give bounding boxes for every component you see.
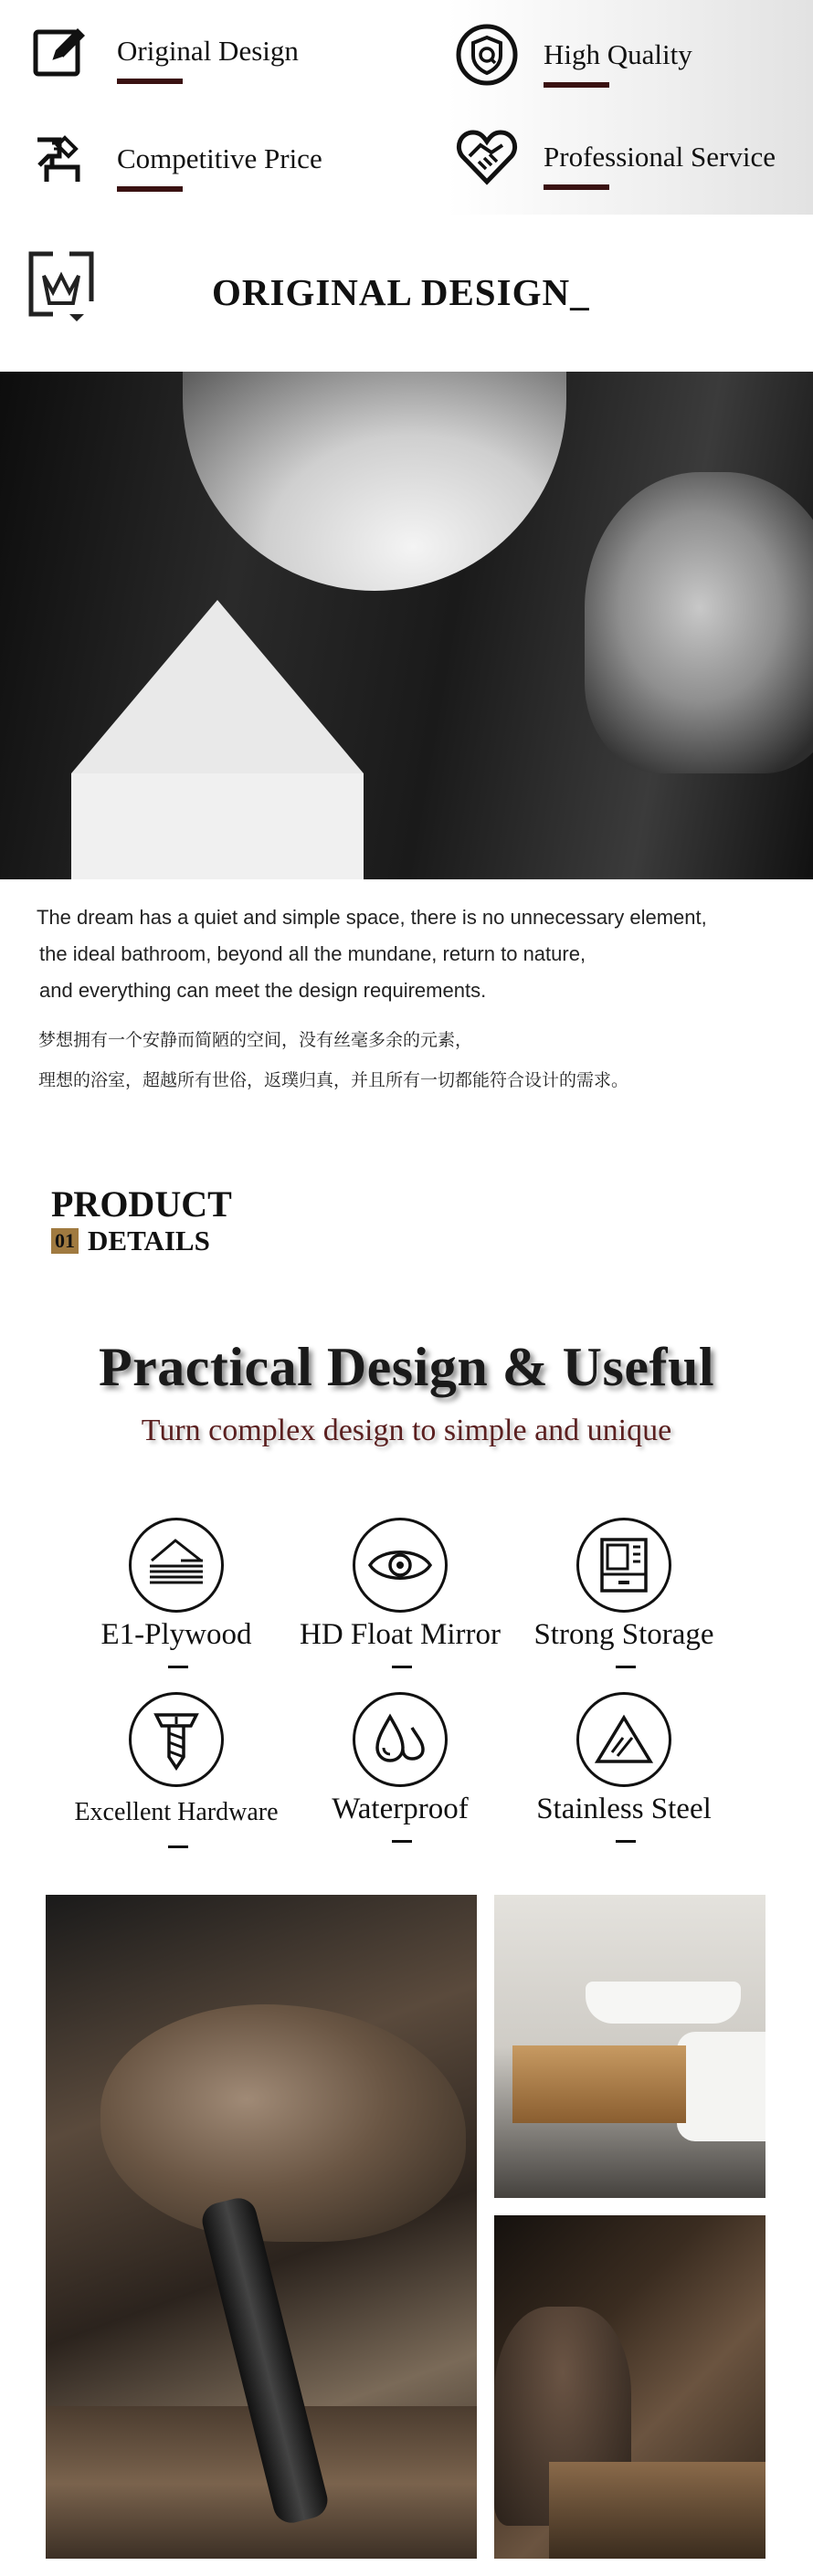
workbench [549, 2462, 765, 2559]
craftsman-chisel-photo [46, 1895, 477, 2559]
spec-label: Stainless Steel [508, 1793, 740, 1826]
spec-label: Strong Storage [508, 1618, 740, 1652]
feature-label: Original Design [117, 35, 299, 67]
description-english [37, 899, 707, 1009]
designer-portrait [585, 472, 813, 773]
spec-label: Excellent Hardware [60, 1798, 292, 1827]
water-drops-icon [353, 1692, 448, 1787]
feature-header [0, 0, 813, 215]
feature-professional-service [454, 124, 776, 190]
description-line: 梦想拥有一个安静而简陋的空间，没有丝毫多余的元素， [38, 1030, 473, 1050]
handshake-heart-icon [454, 124, 520, 190]
description-line: the ideal bathroom, beyond all the mundane, return to nature, [39, 942, 586, 965]
feature-label: Professional Service [544, 141, 776, 173]
section-number-badge: 01 [51, 1228, 79, 1254]
spec-label: Waterproof [284, 1793, 516, 1826]
original-design-title: ORIGINAL DESIGN_ [212, 271, 590, 313]
basin [586, 1982, 741, 2024]
price-tag-icon [27, 126, 93, 192]
description-line: The dream has a quiet and simple space, there is no unnecessary element, [37, 906, 707, 929]
lamp-base-block [71, 773, 364, 879]
spec-label: HD Float Mirror [284, 1618, 516, 1652]
eye-icon [353, 1518, 448, 1613]
bathroom-vanity-photo [494, 1895, 765, 2198]
quality-badge-icon [454, 22, 520, 88]
product-details-label: DETAILS [88, 1225, 210, 1256]
screw-icon [129, 1692, 224, 1787]
product-details-line2 [51, 1225, 232, 1257]
cabinet-icon [576, 1518, 671, 1613]
edit-icon [27, 18, 93, 84]
description-chinese [38, 1020, 628, 1100]
product-details-heading [51, 1184, 232, 1257]
lamp-shade [183, 372, 566, 591]
craftsman-hand [100, 2004, 466, 2242]
lamp-base [71, 600, 364, 773]
product-details-line1: PRODUCT [51, 1183, 232, 1225]
feature-competitive-price [27, 126, 322, 192]
practical-subtitle: Turn complex design to simple and unique [141, 1414, 672, 1447]
practical-title: Practical Design & Useful [98, 1337, 715, 1397]
feature-label: Competitive Price [117, 142, 322, 174]
bathtub [677, 2032, 765, 2141]
feature-original-design [27, 18, 299, 84]
feature-high-quality [454, 22, 692, 88]
workshop-photo [494, 2215, 765, 2559]
feature-label: High Quality [544, 38, 692, 70]
original-design-heading [0, 239, 813, 340]
designer-hero-photo [0, 372, 813, 879]
plywood-layers-icon [129, 1518, 224, 1613]
description-line: and everything can meet the design requirements. [39, 979, 487, 1002]
brand-logo-icon [26, 248, 97, 330]
spec-label: E1-Plywood [60, 1618, 292, 1652]
steel-triangle-icon [576, 1692, 671, 1787]
wood-cabinet [512, 2045, 686, 2123]
description-line: 理想的浴室，超越所有世俗，返璞归真，并且所有一切都能符合设计的需求。 [38, 1070, 629, 1090]
